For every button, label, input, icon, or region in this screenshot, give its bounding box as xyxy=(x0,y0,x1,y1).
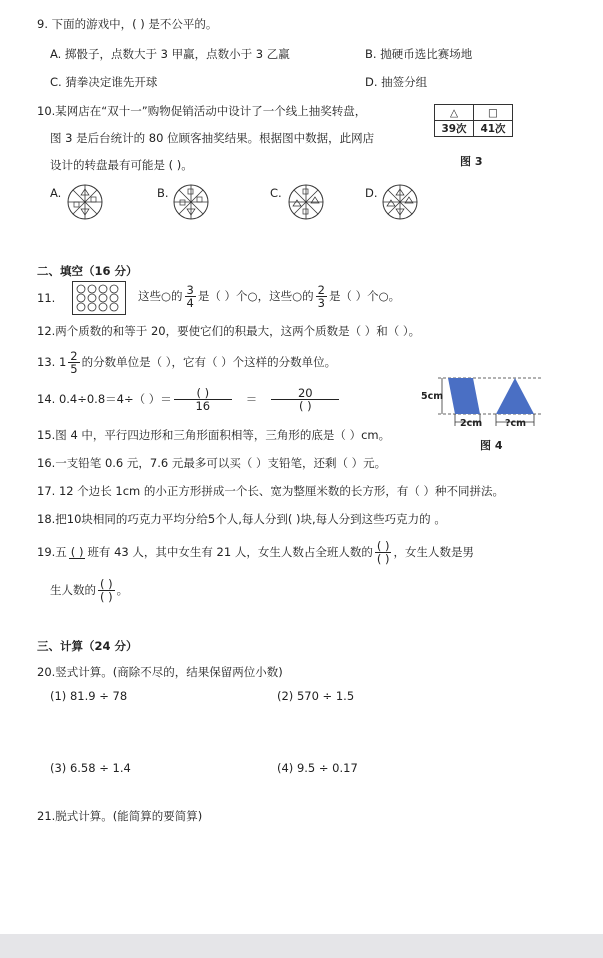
q10-line2: 图 3 是后台统计的 80 位顾客抽奖结果。根据图中数据，此网店 xyxy=(50,131,375,145)
q19-fraction2: $\frac{( )}{( )}$ xyxy=(100,577,113,604)
q11-fraction1: $\frac{3}{4}$ xyxy=(186,283,194,310)
q20-part2: (2) 570 ÷ 1.5 xyxy=(277,689,355,703)
q19-mid: 班有 43 人，其中女生有 21 人，女生人数占全班人数的 xyxy=(87,545,373,559)
q9-stem: 9. 下面的游戏中，( ) 是不公平的。 xyxy=(37,17,218,31)
q19-line2-text: 生人数的 xyxy=(50,583,96,597)
q9-option-c: C. 猜拳决定谁先开球 xyxy=(50,75,158,89)
q10-option-b-label: B. xyxy=(157,186,169,200)
triangle-icon: △ xyxy=(435,105,474,121)
q9-option-a: A. 掷骰子，点数大于 3 甲赢，点数小于 3 乙赢 xyxy=(50,47,290,61)
q13-line xyxy=(37,350,336,375)
circle-grid-icon xyxy=(72,281,126,315)
q17-text: 17. 12 个边长 1cm 的小正方形拼成一个长、宽为整厘米数的长方形，有（ ）种不同拼法。 xyxy=(37,484,505,498)
q11-fraction2: $\frac{2}{3}$ xyxy=(317,283,325,310)
q10-line3: 设计的转盘最有可能是 ( )。 xyxy=(50,158,193,172)
q14-fraction1: $\frac{( )}{16}$ xyxy=(174,387,232,412)
spinner-a-icon xyxy=(66,183,104,221)
triangle-count: 39次 xyxy=(435,121,474,137)
q14-fraction2: $\frac{20}{( )}$ xyxy=(271,387,339,412)
q13-post: 的分数单位是（ ），它有（ ）个这样的分数单位。 xyxy=(81,355,337,369)
q12-text: 12.两个质数的和等于 20，要使它们的积最大，这两个质数是（ ）和（ ）。 xyxy=(37,324,421,338)
section2-title: 二、填空（16 分） xyxy=(37,264,138,278)
q19-line2 xyxy=(50,578,128,603)
q9-option-b: B. 抛硬币选比赛场地 xyxy=(365,47,473,61)
q19-pre: 19.五 xyxy=(37,545,67,559)
q19-line1 xyxy=(37,540,474,565)
q18-text: 18.把10块相同的巧克力平均分给5个人,每人分到( )块,每人分到这些巧克力的 。 xyxy=(37,512,446,526)
figure3-table xyxy=(434,104,513,137)
spinner-b-icon xyxy=(172,183,210,221)
spinner-c-icon xyxy=(287,183,325,221)
q9-option-d: D. 抽签分组 xyxy=(365,75,428,89)
q15-text: 15.图 4 中，平行四边形和三角形面积相等，三角形的底是（ ）cm。 xyxy=(37,428,391,442)
square-icon: □ xyxy=(474,105,513,121)
q10-line1: 10.某网店在“双十一”购物促销活动中设计了一个线上抽奖转盘， xyxy=(37,104,367,118)
q20-part4: (4) 9.5 ÷ 0.17 xyxy=(277,761,358,775)
q19-mid2: ，女生人数是男 xyxy=(393,545,474,559)
q20-stem: 20.竖式计算。(商除不尽的，结果保留两位小数) xyxy=(37,665,283,679)
q10-option-a-label: A. xyxy=(50,186,62,200)
q19-class-blank: ( ) xyxy=(70,545,84,559)
q14-eq: ＝ xyxy=(245,392,258,406)
q14-line xyxy=(37,387,341,412)
q13-fraction: $\frac{2}{5}$ xyxy=(70,349,78,376)
q20-part3: (3) 6.58 ÷ 1.4 xyxy=(50,761,131,775)
q13-pre: 13. 1 xyxy=(37,355,67,369)
q10-option-c-label: C. xyxy=(270,186,282,200)
q21-stem: 21.脱式计算。(能简算的要简算) xyxy=(37,809,203,823)
q19-fraction1: $\frac{( )}{( )}$ xyxy=(376,539,390,566)
figure3-caption: 图 3 xyxy=(460,155,483,168)
q14-pre: 14. 0.4÷0.8＝4÷（ ）＝ xyxy=(37,392,172,406)
q11-text3: 是（ ）个○。 xyxy=(328,289,401,303)
q16-text: 16.一支铅笔 0.6 元，7.6 元最多可以买（ ）支铅笔，还剩（ ）元。 xyxy=(37,456,387,470)
q19-end: 。 xyxy=(116,583,129,597)
figure4-height-label: 5cm xyxy=(421,391,444,402)
q11-text1: 这些○的 xyxy=(138,289,183,303)
q20-part1: (1) 81.9 ÷ 78 xyxy=(50,689,128,703)
q10-option-d-label: D. xyxy=(365,186,378,200)
spinner-d-icon xyxy=(381,183,419,221)
figure4-caption: 图 4 xyxy=(480,439,503,452)
q11-number: 11. xyxy=(37,291,56,305)
section3-title: 三、计算（24 分） xyxy=(37,639,138,653)
figure4-base-label: 2cm xyxy=(460,418,483,429)
square-count: 41次 xyxy=(474,121,513,137)
figure4-unknown-label: ?cm xyxy=(505,418,527,429)
viewer-bottom-bar xyxy=(0,934,603,958)
q11-line xyxy=(138,284,400,309)
q11-text2: 是（ ）个○，这些○的 xyxy=(197,289,314,303)
